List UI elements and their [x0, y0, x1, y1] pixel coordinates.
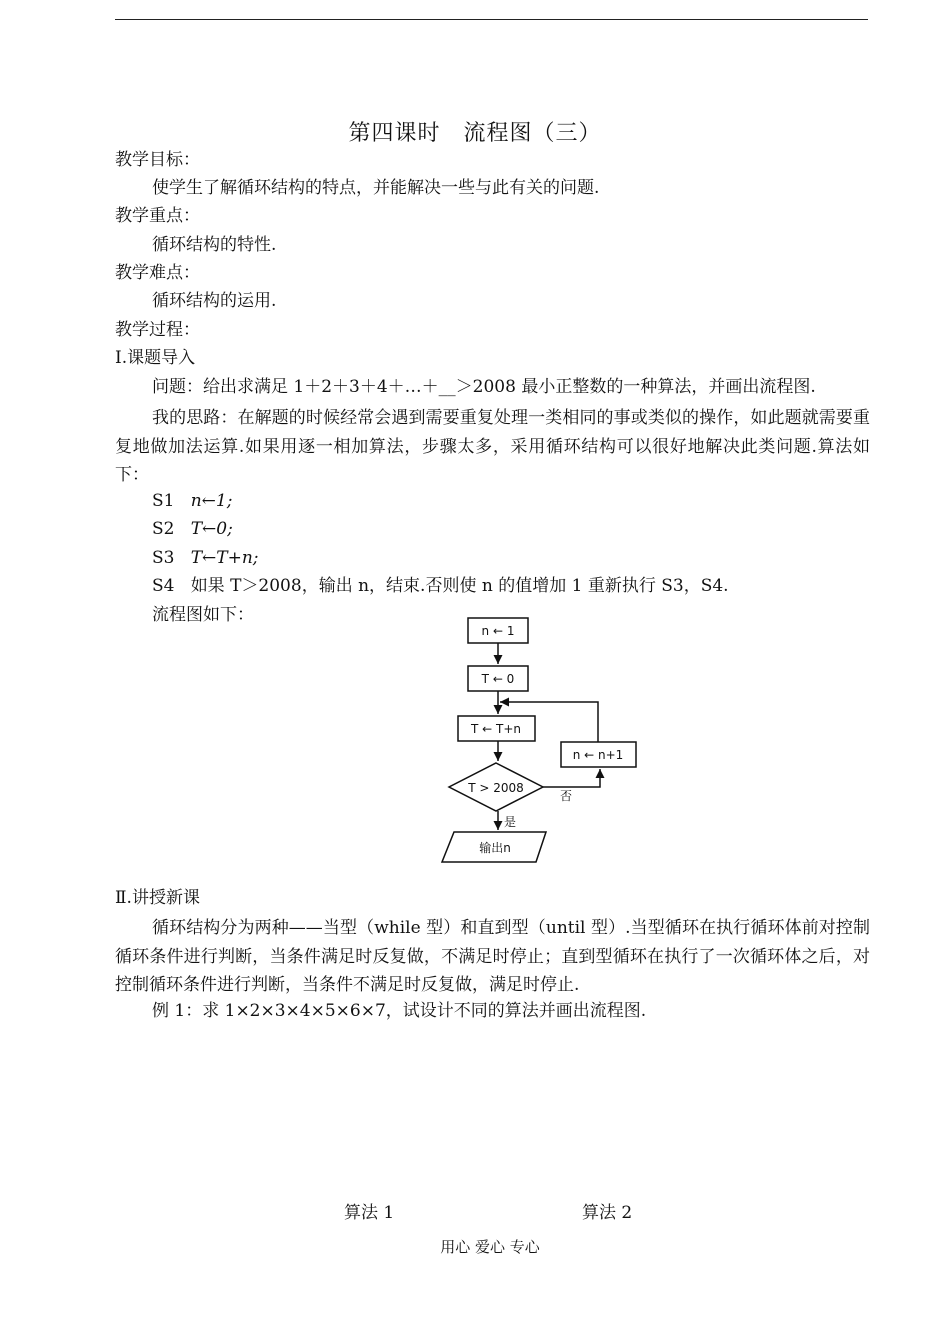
focus-text: 循环结构的特性.	[152, 235, 277, 255]
example-1: 例 1：求 1×2×3×4×5×6×7，试设计不同的算法并画出流程图.	[152, 1001, 647, 1021]
node-t-init: T ← 0	[481, 672, 515, 686]
node-n-increment: n ← n+1	[572, 748, 624, 762]
section2-paragraph: 循环结构分为两种——当型（while 型）和直到型（until 型）.当型循环在执行循环体前对控制循环条件进行判断，当条件满足时反复做，不满足时停止；直到型循环在执行了一次循环体之后，对控制循环条件进行判断，当条件不满足时反复做，满足时停止.	[115, 918, 870, 995]
node-condition: T > 2008	[468, 781, 524, 795]
step-s1: S1 n←1;	[152, 491, 233, 511]
yes-label: 是	[504, 815, 517, 829]
step-s2: S2 T←0;	[152, 519, 233, 539]
idea-paragraph: 我的思路：在解题的时候经常会遇到需要重复处理一类相同的事或类似的操作，如此题就需要重复地做加法运算.如果用逐一相加算法，步骤太多，采用循环结构可以很好地解决此类问题.算法如下：	[115, 408, 870, 485]
section2-heading: Ⅱ.讲授新课	[115, 888, 200, 908]
focus-heading: 教学重点：	[115, 206, 200, 226]
algorithm-1-label: 算法 1	[344, 1203, 395, 1223]
step-s3: S3 T←T+n;	[152, 548, 259, 568]
arrow-no	[543, 769, 600, 787]
algorithm-2-label: 算法 2	[582, 1203, 633, 1223]
question-text: 问题：给出求满足 1＋2＋3＋4＋…＋__＞2008 最小正整数的一种算法，并画出流程图.	[152, 377, 816, 397]
flow-intro: 流程图如下：	[152, 605, 254, 625]
section1-heading: Ⅰ.课题导入	[115, 348, 196, 368]
step-s4: S4 如果 T＞2008，输出 n，结束.否则使 n 的值增加 1 重新执行 S3，S4.	[152, 576, 729, 596]
node-t-update: T ← T+n	[470, 722, 522, 736]
process-heading: 教学过程：	[115, 320, 200, 340]
goals-heading: 教学目标：	[115, 150, 200, 170]
header-rule	[115, 19, 868, 20]
difficulty-heading: 教学难点：	[115, 263, 200, 283]
page-footer: 用心 爱心 专心	[440, 1238, 540, 1256]
node-output: 输出n	[479, 841, 511, 855]
goals-text: 使学生了解循环结构的特点，并能解决一些与此有关的问题.	[152, 178, 600, 198]
node-n-init: n ← 1	[481, 624, 515, 638]
no-label: 否	[560, 789, 573, 803]
flowchart	[440, 612, 640, 872]
page-title: 第四课时 流程图（三）	[348, 121, 602, 146]
difficulty-text: 循环结构的运用.	[152, 291, 277, 311]
